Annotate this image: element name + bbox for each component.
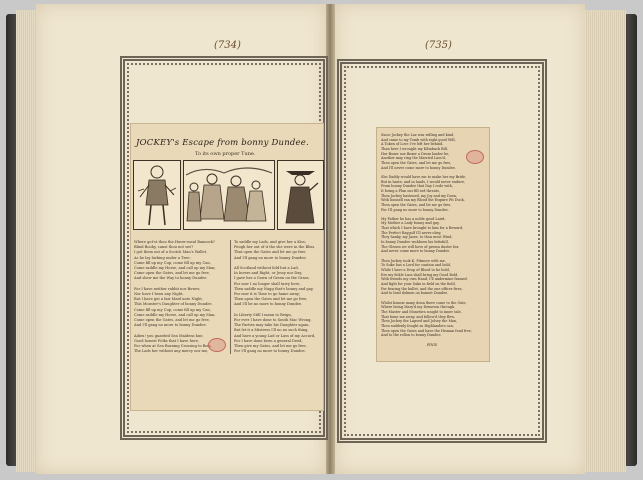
verse-line: Come fill up my Cup, come fill up my Can, [134, 307, 211, 312]
verse-line: It being a Plan our fill red threats, [381, 188, 440, 193]
verse-line: And I'll gang no more to bonny Dundee. [234, 255, 307, 260]
verse-line: Nor have I been any Night, [134, 292, 184, 297]
verse-line: For ever I have done to South Mac Wrong, [234, 318, 312, 323]
verse-line: Then open the Gates, and let me go free, [381, 202, 452, 207]
verse-line: Another may ring the Married Lass'd, [381, 156, 446, 161]
verse-line: Her Boxer sue Boxer a Drum louder be, [381, 151, 450, 156]
verse-line: The Perfect Raygolf I'll never obey, [381, 230, 442, 235]
verse-line: My Mother a Lady bonny and gay, [381, 221, 440, 226]
verse-line: A Token of Love I've left her behind, [381, 142, 444, 147]
verse-line: With friends my own Hand, I'll undermine framed, [381, 277, 468, 282]
verse-line: While I have a Drop of Blood to be bold, [381, 268, 450, 273]
verse-line: But in haste, and in lauds, I would never endure, [381, 179, 466, 184]
verse-line: And to lead dolmen on bonnet Dundee. [381, 291, 449, 296]
verse-line: Come open the Gates, and let me go free, [134, 271, 210, 276]
verse-line: For when at Sea Burning Crossing to Brig, [134, 344, 212, 349]
verse-line: That open the Gates and let me go free, [234, 250, 307, 255]
verse-line: Adieu! you guarded Sea Maidens hue, [134, 333, 204, 338]
verse-line: Blind Booby, canst thou not see? [134, 245, 194, 250]
verse-line: All Scotland without fold but a Lad, [234, 266, 299, 271]
woodcut-figure-left [133, 160, 181, 230]
verse-line: She Daddy would have me to make her my Bride, [381, 174, 467, 179]
verse-line: And I'll never come more to bonny Dundee. [381, 165, 456, 170]
verse-line: Where being Mary'd my Demeron through, [381, 305, 456, 310]
verse-line: Come fill up my Cup, come fill up my Can, [134, 260, 211, 265]
verse-line: To Suke has a Lord for caution and bold, [381, 263, 451, 268]
verse-line: For I'll gang no more to bonny Dundee. [234, 349, 306, 354]
verse-line: Then open the Gates and have the Hisman fend free, [381, 328, 472, 333]
verse-line: Then open the Gates and let me go free, [234, 297, 308, 302]
verse-line: The Glenen we will hove of premu duster fox, [381, 244, 460, 249]
verse-line: Since Jockey the Laz was willing and kind, [381, 133, 455, 137]
left-folio-number: (734) [214, 40, 241, 51]
library-stamp [208, 338, 226, 352]
verse-line: For I have neither rabbit nor Bower, [134, 286, 200, 291]
verse-line: Whilst bonnie many doun there come to the Gate, [381, 300, 467, 305]
right-folio-number: (735) [425, 40, 452, 51]
verse-line: To saddle my Lads, and give her a Kiss; [234, 240, 306, 244]
verse-line: FINIS [426, 342, 438, 347]
verse-line: My Father he has a noble good Laird, [381, 216, 446, 221]
verse-line: Then give my Gates, and let me go free, [234, 344, 307, 349]
verse-line: As he lay lurking under a Tree: [134, 255, 191, 260]
verse-line: And I'll be no more to bonny Dundee. [234, 302, 303, 307]
woodcut-group-scene [183, 160, 275, 230]
verse-line: And never come more to bonny Dundee. [381, 249, 451, 254]
verse-line: This Monster's Daughter of bonny Dundee. [134, 302, 213, 307]
verse-line: But I have got a fair Maid unto Night, [134, 297, 203, 302]
verse-line: And to the rollon to bonny Dundee. [381, 333, 442, 338]
verse-line: In bonny Dundee wuhbeen his bittsfull, [381, 240, 449, 245]
verse-line: With bonnell ran my Blood the Esquire Pit Duck, [381, 198, 465, 203]
verse-line: The Master and Monetien sought to inner tale, [381, 309, 462, 314]
verse-line: Ere my fickle Lass shall bring my Good Bold, [381, 272, 459, 277]
verse-line: Then Jockey hastened, my Joy and my Doen, [381, 193, 458, 198]
verse-line: Good honest Folks that I have here, [134, 338, 199, 343]
verse-line: In Liberty Still I mean to Reign, [234, 312, 292, 317]
verse-line: Then saddle my Nagg that's bonny and gay, [234, 286, 314, 291]
ballad-title: JOCKEY's Escape from bonny Dundee. [136, 138, 309, 148]
verse-line: For fearing the bullet, and the one officer fives, [381, 286, 463, 291]
verse-line: That which I have brought to him for a Reward, [381, 226, 464, 231]
verse-line: The Parties may take his Daughter again, [234, 323, 310, 328]
verse-line: Feugh her out of it tho she were in the Bliss, [234, 245, 316, 250]
verse-line: I got them out of a Scotch Man's Wallet, [134, 250, 208, 255]
continuation-verse [381, 133, 483, 347]
verse-line: And have a young Lad or Lass of my Accord, [234, 333, 316, 338]
verse-line: Where got'st thou the Haver-meal Bannock? [134, 240, 215, 244]
verse-line: For I have done been a general Deed, [234, 338, 303, 343]
verse-line: From bonny Dundee that Day I rode with, [381, 184, 453, 189]
woodcut-figure-right [277, 160, 324, 230]
verse-line: And I'll gang no more to bonny Dundee. [134, 323, 207, 328]
verse-line: And came to my Tomb with right good Will, [381, 137, 456, 142]
ballad-subtitle: To its own proper Tune. [195, 151, 256, 157]
verse-line: Come saddle my Horse, and call up my Man, [134, 312, 216, 317]
verse-line: I gave her a Gown of Green on the Grass, [234, 276, 310, 281]
ballad-verse-column-right [230, 240, 326, 354]
ballad-verse-column-left [134, 240, 226, 354]
verse-line: Then Jockey the Lapsed and Jolsey the Man, [381, 319, 458, 324]
verse-line: For now it is Time to go hame away; [234, 292, 301, 297]
verse-line: That fome me away, and follow'd they flew, [381, 314, 455, 319]
verse-line: Then open the Gates, and let me go free, [381, 160, 452, 165]
verse-line: The Lads her without any mercy nor me, [134, 349, 209, 354]
verse-line: Then Jockey took K. Pitmore with me, [381, 258, 446, 263]
verse-line: They hanky, my Jazze, to thou most Wind, [381, 235, 453, 240]
verse-line: But let it a Mistress I'll no no such thing, [234, 328, 309, 333]
verse-line: In Invers and Right, or Jessy nor Day, [234, 271, 303, 276]
verse-line: For I'll gang no more to bonny Dundee. [381, 207, 449, 212]
verse-line: Come open the Gates, and let me go free, [134, 318, 210, 323]
verse-line: Then suddenly fought as Highlanders can, [381, 323, 454, 328]
verse-line: For now I no longer shall tarry here, [234, 281, 301, 286]
verse-line: Than here I wrought my Kilmbuck Bill, [381, 146, 448, 151]
verse-line: And fight for your Sake in field on the field, [381, 282, 456, 286]
verse-line: And shew me the Way to bonny Dundee. [134, 276, 208, 281]
verse-line: Come saddle my Horse, and call up my Man; [134, 266, 216, 271]
